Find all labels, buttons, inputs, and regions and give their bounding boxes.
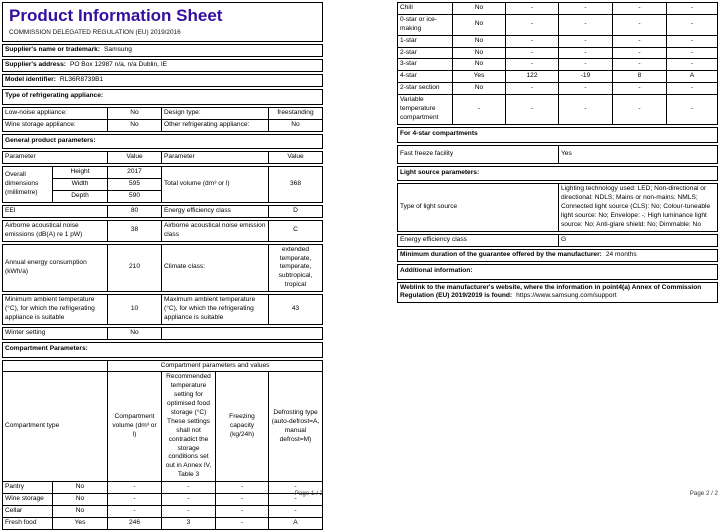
compartment-name: Variable temperature compartment xyxy=(398,95,453,125)
eei-value: 80 xyxy=(108,205,162,217)
compartment-volume: 122 xyxy=(506,71,559,83)
model-identifier-cell xyxy=(3,74,323,86)
min-ambient-value: 10 xyxy=(108,295,162,325)
compartment-present: No xyxy=(453,14,506,35)
guarantee-value: 24 months xyxy=(605,250,637,258)
energy-consumption-row xyxy=(2,244,323,292)
compartment-defrost: - xyxy=(667,95,718,125)
compartment-present: Yes xyxy=(453,71,506,83)
compartment-table xyxy=(2,360,323,530)
compartment-temp: - xyxy=(559,95,613,125)
weblink-cell xyxy=(398,282,718,303)
compartment-volume-header: Compartment volume (dm³ or l) xyxy=(108,372,162,482)
compartment-defrost: - xyxy=(667,83,718,95)
value-header-2: Value xyxy=(269,152,323,164)
energy-class-value: D xyxy=(269,205,323,217)
value-header-1: Value xyxy=(108,152,162,164)
total-volume-label: Total volume (dm³ or l) xyxy=(162,167,269,203)
compartment-freezing: - xyxy=(613,95,667,125)
compartment-name: Fresh food xyxy=(3,517,53,529)
compartment-defrost: A xyxy=(269,517,323,529)
compartment-defrost: - xyxy=(667,35,718,47)
light-energy-class-value: G xyxy=(559,234,718,246)
other-appliance-value: No xyxy=(269,119,323,131)
compartment-defrost: - xyxy=(269,505,323,517)
compartment-defrost: - xyxy=(667,3,718,15)
compartment-name: Pantry xyxy=(3,482,53,494)
page-2-footer: Page 2 / 2 xyxy=(689,490,718,497)
compartment-name: 2-star xyxy=(398,47,453,59)
compartment-freezing: - xyxy=(613,59,667,71)
compartment-freezing: - xyxy=(216,505,269,517)
title-block xyxy=(2,2,323,42)
compartment-temp: - xyxy=(559,47,613,59)
table-row xyxy=(3,107,323,119)
table-row xyxy=(3,295,323,325)
section-appliance-type xyxy=(2,89,323,105)
light-energy-class-label: Energy efficiency class xyxy=(398,234,559,246)
noise-emissions-value: 38 xyxy=(108,220,162,241)
compartment-present: No xyxy=(453,35,506,47)
supplier-address-label: Supplier's address: xyxy=(5,61,66,69)
compartment-volume: - xyxy=(506,3,559,15)
compartment-present: No xyxy=(53,494,108,506)
climate-class-label: Climate class: xyxy=(162,244,269,291)
compartment-row-chill xyxy=(398,3,718,15)
noise-row xyxy=(2,220,323,242)
depth-value: 590 xyxy=(108,191,162,203)
model-identifier-label: Model identifier: xyxy=(5,75,56,83)
guarantee-label: Minimum duration of the guarantee offered by the manufacturer: xyxy=(400,250,602,258)
wine-storage-value: No xyxy=(108,119,162,131)
model-identifier-row xyxy=(2,74,323,87)
empty-cell xyxy=(3,360,108,372)
model-identifier-value: RL36R8739B1 xyxy=(59,75,104,83)
supplier-address-cell xyxy=(3,60,323,72)
compartment-temp: - xyxy=(559,83,613,95)
supplier-name-label: Supplier's name or trademark: xyxy=(5,46,101,54)
ambient-temperature-row xyxy=(2,294,323,325)
table-row xyxy=(3,327,323,339)
weblink-url[interactable]: https://www.samsung.com/support xyxy=(516,292,617,300)
low-noise-value: No xyxy=(108,107,162,119)
table-row xyxy=(398,145,718,163)
compartment-freezing: - xyxy=(216,517,269,529)
winter-setting-value: No xyxy=(108,327,162,339)
fast-freeze-row xyxy=(397,145,718,164)
section-4-star-label: For 4-star compartments xyxy=(398,127,718,142)
section-light-source xyxy=(397,166,718,182)
table-row xyxy=(3,372,323,482)
compartment-defrost: - xyxy=(667,14,718,35)
compartment-name: 4-star xyxy=(398,71,453,83)
max-ambient-label: Maximum ambient temperature (°C), for which the refrigerating appliance is suitable xyxy=(162,295,269,325)
winter-setting-label: Winter setting xyxy=(3,327,108,339)
compartment-present: No xyxy=(53,505,108,517)
compartment-volume: - xyxy=(108,482,162,494)
max-ambient-value: 43 xyxy=(269,295,323,325)
compartment-name: 1-star xyxy=(398,35,453,47)
compartment-row-0-star xyxy=(398,14,718,35)
design-type-value: freestanding xyxy=(269,107,323,119)
compartment-temp: - xyxy=(559,35,613,47)
compartment-present: No xyxy=(453,83,506,95)
recommended-temperature-header: Recommended temperature setting for optimised food storage (°C) These settings shall not contradict the storage conditions set out in Annex IV, Table 3 xyxy=(162,372,216,482)
compartment-temp: - xyxy=(559,3,613,15)
light-source-value: Lighting technology used: LED; Non-directional or directional: NDLS; Mains or non-mains: NMLS; Connected light source (CLS): No; Colour-tuneable light source: No; Envelope: -; High luminance light source: No; Anti-glare shield: No; Dimmable: No xyxy=(559,184,718,231)
compartment-temp: - xyxy=(162,505,216,517)
supplier-name-cell xyxy=(3,45,323,57)
compartment-volume: - xyxy=(506,35,559,47)
guarantee-row xyxy=(397,249,718,262)
section-4-star xyxy=(397,127,718,143)
page-title: Product Information Sheet xyxy=(9,6,223,25)
compartment-volume: 246 xyxy=(108,517,162,529)
compartment-table-continued xyxy=(397,2,718,125)
compartment-row-1-star xyxy=(398,35,718,47)
fast-freeze-label: Fast freeze facility xyxy=(398,145,559,163)
guarantee-cell xyxy=(398,249,718,261)
compartment-freezing: 8 xyxy=(613,71,667,83)
appliance-type-table xyxy=(2,107,323,132)
parameter-header-1: Parameter xyxy=(3,152,108,164)
compartment-volume: - xyxy=(506,83,559,95)
section-compartment-parameters-label: Compartment Parameters: xyxy=(3,342,323,357)
compartment-row-4-star xyxy=(398,71,718,83)
section-compartment-parameters xyxy=(2,342,323,358)
annual-energy-value: 210 xyxy=(108,244,162,291)
dimensions-table xyxy=(2,166,323,203)
compartment-volume: - xyxy=(506,95,559,125)
empty-cell xyxy=(162,327,323,339)
compartment-temp: - xyxy=(559,59,613,71)
compartment-temp: - xyxy=(162,494,216,506)
section-additional-information-label: Additional information: xyxy=(398,264,718,279)
compartment-name: Cellar xyxy=(3,505,53,517)
depth-label: Depth xyxy=(53,191,108,203)
compartment-name: 3-star xyxy=(398,59,453,71)
light-energy-class-row xyxy=(397,234,718,247)
supplier-name-value: Samsung xyxy=(104,46,132,54)
table-row xyxy=(3,360,323,372)
total-volume-value: 368 xyxy=(269,167,323,203)
compartment-name: 0-star or ice-making xyxy=(398,14,453,35)
height-value: 2017 xyxy=(108,167,162,179)
regulation-subtitle: COMMISSION DELEGATED REGULATION (EU) 2019/2016 xyxy=(9,28,181,36)
compartment-row-2-star-section xyxy=(398,83,718,95)
supplier-address-value: PO Box 12987 n/a, n/a Dublin, IE xyxy=(69,61,168,69)
compartment-defrost: - xyxy=(269,494,323,506)
page-2 xyxy=(397,2,718,305)
section-general-parameters-label: General product parameters: xyxy=(3,134,323,149)
compartment-volume: - xyxy=(108,505,162,517)
compartment-name: Wine storage xyxy=(3,494,53,506)
compartment-temp: -19 xyxy=(559,71,613,83)
compartment-present: No xyxy=(453,59,506,71)
compartment-row-cellar xyxy=(3,505,323,517)
compartment-defrost: - xyxy=(667,47,718,59)
min-ambient-label: Minimum ambient temperature (°C), for which the refrigerating appliance is suitable xyxy=(3,295,108,325)
compartment-defrost: - xyxy=(667,59,718,71)
compartment-row-variable-temperature xyxy=(398,95,718,125)
table-row xyxy=(3,152,323,164)
supplier-name-row xyxy=(2,44,323,57)
compartment-volume: - xyxy=(506,59,559,71)
parameter-header-row xyxy=(2,151,323,164)
compartment-temp: - xyxy=(162,482,216,494)
table-row xyxy=(398,184,718,231)
page-1-footer: Page 1 / 2 xyxy=(294,490,323,497)
compartment-present: No xyxy=(53,482,108,494)
noise-class-label: Airborne acoustical noise emission class xyxy=(162,220,269,241)
compartment-freezing: - xyxy=(613,14,667,35)
compartment-group-header: Compartment parameters and values xyxy=(108,360,323,372)
compartment-freezing: - xyxy=(613,47,667,59)
compartment-freezing: - xyxy=(613,3,667,15)
low-noise-label: Low-noise appliance: xyxy=(3,107,108,119)
height-label: Height xyxy=(53,167,108,179)
table-row xyxy=(3,220,323,241)
table-row xyxy=(3,167,323,179)
compartment-name: 2-star section xyxy=(398,83,453,95)
compartment-freezing: - xyxy=(216,482,269,494)
compartment-present: - xyxy=(453,95,506,125)
energy-class-label: Energy efficiency class xyxy=(162,205,269,217)
compartment-row-3-star xyxy=(398,59,718,71)
compartment-volume: - xyxy=(108,494,162,506)
compartment-name: Chill xyxy=(398,3,453,15)
defrosting-type-header: Defrosting type (auto-defrost=A, manual defrost=M) xyxy=(269,372,323,482)
width-value: 595 xyxy=(108,179,162,191)
section-light-source-label: Light source parameters: xyxy=(398,166,718,181)
compartment-freezing: - xyxy=(613,83,667,95)
section-additional-information xyxy=(397,264,718,280)
light-source-row xyxy=(397,183,718,231)
weblink-label: Weblink to the manufacturer's website, where the information in point4(a) Annex of Commission Regulation (EU) 2019/2019 is found: xyxy=(400,283,702,300)
compartment-present: No xyxy=(453,47,506,59)
compartment-temp: - xyxy=(559,14,613,35)
weblink-row xyxy=(397,282,718,304)
section-general-parameters xyxy=(2,134,323,150)
page-1 xyxy=(2,2,323,532)
compartment-temp: 3 xyxy=(162,517,216,529)
overall-dimensions-label: Overall dimensions (millimetre) xyxy=(3,167,53,203)
table-row xyxy=(3,119,323,131)
compartment-row-fresh-food xyxy=(3,517,323,529)
section-appliance-type-label: Type of refrigerating appliance: xyxy=(3,89,323,104)
compartment-present: No xyxy=(453,3,506,15)
compartment-present: Yes xyxy=(53,517,108,529)
wine-storage-label: Wine storage appliance: xyxy=(3,119,108,131)
supplier-address-row xyxy=(2,59,323,72)
table-row xyxy=(3,244,323,291)
compartment-freezing: - xyxy=(216,494,269,506)
noise-emissions-label: Airborne acoustical noise emissions (dB(A) re 1 pW) xyxy=(3,220,108,241)
eei-label: EEI xyxy=(3,205,108,217)
compartment-type-header: Compartment type xyxy=(3,372,108,482)
fast-freeze-value: Yes xyxy=(559,145,718,163)
annual-energy-label: Annual energy consumption (kWh/a) xyxy=(3,244,108,291)
table-row xyxy=(398,234,718,246)
compartment-defrost: A xyxy=(667,71,718,83)
climate-class-value: extended temperate, temperate, subtropical, tropical xyxy=(269,244,323,291)
eei-row xyxy=(2,205,323,218)
compartment-volume: - xyxy=(506,47,559,59)
noise-class-value: C xyxy=(269,220,323,241)
compartment-volume: - xyxy=(506,14,559,35)
table-row xyxy=(3,205,323,217)
compartment-defrost: - xyxy=(269,482,323,494)
freezing-capacity-header: Freezing capacity (kg/24h) xyxy=(216,372,269,482)
design-type-label: Design type: xyxy=(162,107,269,119)
other-appliance-label: Other refrigerating appliance: xyxy=(162,119,269,131)
light-source-label: Type of light source xyxy=(398,184,559,231)
parameter-header-2: Parameter xyxy=(162,152,269,164)
compartment-freezing: - xyxy=(613,35,667,47)
compartment-row-2-star xyxy=(398,47,718,59)
width-label: Width xyxy=(53,179,108,191)
winter-setting-row xyxy=(2,327,323,340)
